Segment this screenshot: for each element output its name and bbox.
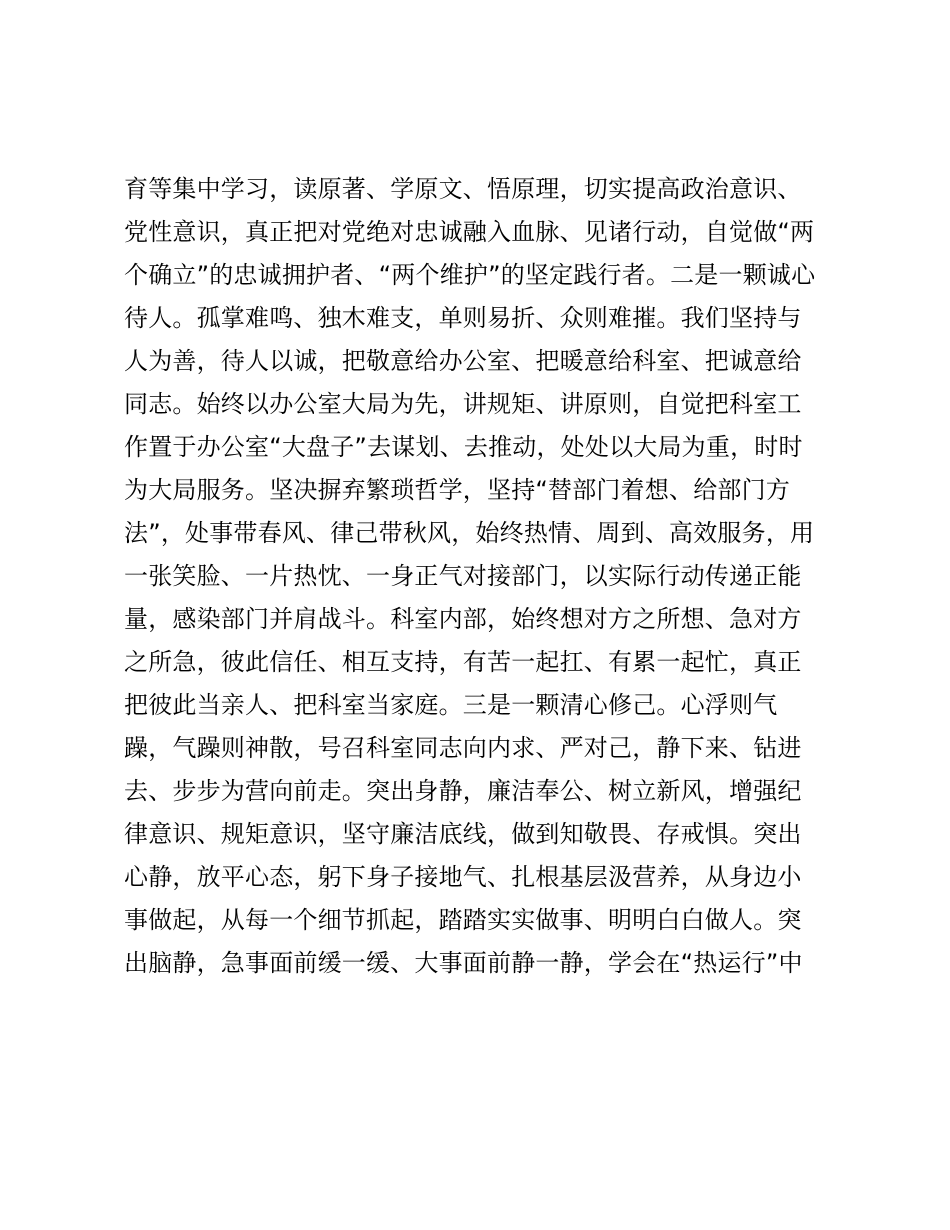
text-line: 待人。孤掌难鸣、独木难支，单则易折、众则难摧。我们坚持与 <box>124 304 802 332</box>
text-line: 量，感染部门并肩战斗。科室内部，始终想对方之所想、急对方 <box>124 605 802 633</box>
text-line: 律意识、规矩意识，坚守廉洁底线，做到知敬畏、存戒惧。突出 <box>124 820 802 848</box>
text-line: 出脑静，急事面前缓一缓、大事面前静一静，学会在“热运行”中 <box>124 949 803 977</box>
text-line: 去、步步为营向前走。突出身静，廉洁奉公、树立新风，增强纪 <box>124 777 802 805</box>
text-line: 党性意识，真正把对党绝对忠诚融入血脉、见诸行动，自觉做“两 <box>124 218 815 246</box>
body-paragraph <box>124 168 844 985</box>
text-line: 个确立”的忠诚拥护者、“两个维护”的坚定践行者。二是一颗诚心 <box>124 261 816 289</box>
text-line: 之所急，彼此信任、相互支持，有苦一起扛、有累一起忙，真正 <box>124 648 802 676</box>
text-line: 人为善，待人以诚，把敬意给办公室、把暖意给科室、把诚意给 <box>124 347 802 375</box>
text-line: 心静，放平心态，躬下身子接地气、扎根基层汲营养，从身边小 <box>124 863 802 891</box>
text-line: 同志。始终以办公室大局为先，讲规矩、讲原则，自觉把科室工 <box>124 390 802 418</box>
text-line: 把彼此当亲人、把科室当家庭。三是一颗清心修己。心浮则气 <box>124 691 778 719</box>
text-line: 法”，处事带春风、律己带秋风，始终热情、周到、高效服务，用 <box>124 519 815 547</box>
text-line: 育等集中学习，读原著、学原文、悟原理，切实提高政治意识、 <box>124 175 802 203</box>
text-line: 作置于办公室“大盘子”去谋划、去推动，处处以大局为重，时时 <box>124 433 803 461</box>
text-line: 事做起，从每一个细节抓起，踏踏实实做事、明明白白做人。突 <box>124 906 802 934</box>
text-line: 为大局服务。坚决摒弃繁琐哲学，坚持“替部门着想、给部门方 <box>124 476 791 504</box>
text-line: 躁，气躁则神散，号召科室同志向内求、严对己，静下来、钻进 <box>124 734 802 762</box>
text-line: 一张笑脸、一片热忱、一身正气对接部门，以实际行动传递正能 <box>124 562 802 590</box>
